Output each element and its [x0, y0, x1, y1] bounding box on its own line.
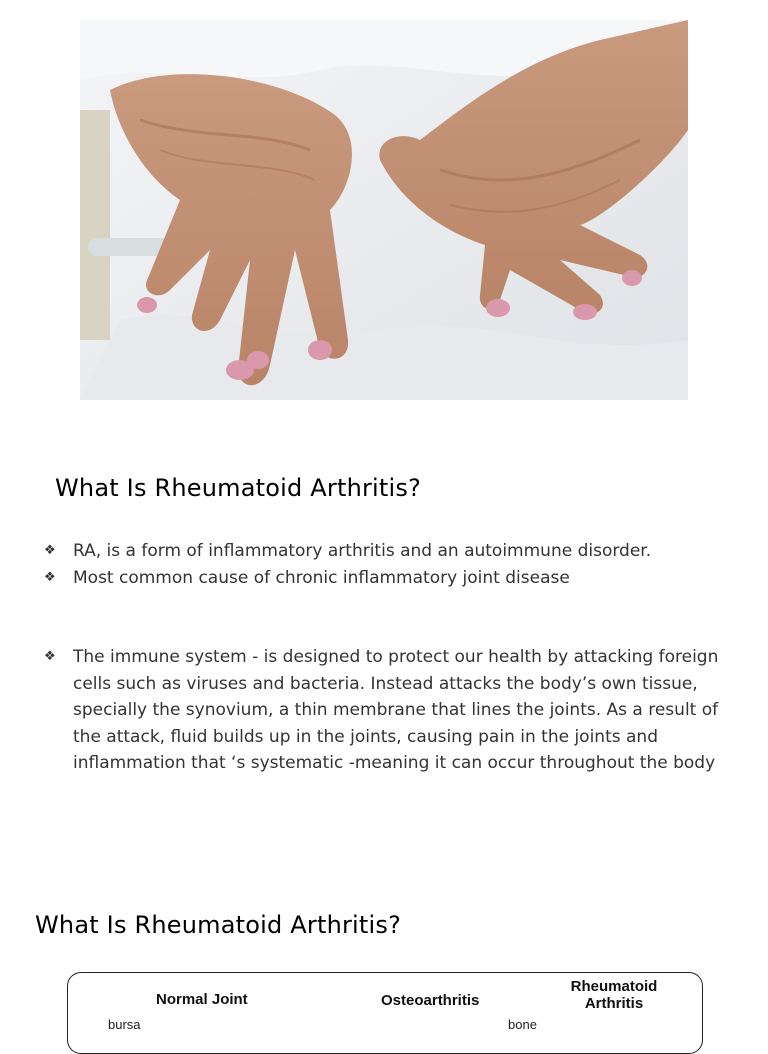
arthritic-hands-photo	[80, 20, 688, 400]
diagram-label-osteoarthritis: Osteoarthritis	[381, 992, 480, 1009]
diagram-label-normal-joint: Normal Joint	[156, 991, 248, 1008]
section-title: What Is Rheumatoid Arthritis?	[55, 474, 422, 502]
diamond-bullet-icon: ❖	[44, 543, 56, 558]
list-item	[44, 644, 744, 777]
bullet-list	[44, 538, 744, 591]
list-item	[44, 565, 744, 592]
list-item	[44, 538, 744, 565]
joint-comparison-diagram	[67, 972, 703, 1054]
diagram-label-rheumatoid-arthritis: Rheumatoid Arthritis	[570, 978, 658, 1012]
section-title: What Is Rheumatoid Arthritis?	[35, 911, 402, 939]
bullet-list	[44, 644, 744, 777]
diamond-bullet-icon: ❖	[44, 569, 56, 585]
diagram-label-bursa: bursa	[108, 1017, 141, 1032]
diamond-bullet-icon: ❖	[44, 649, 56, 664]
list-item-text: RA, is a form of inflammatory arthritis and an autoimmune disorder.	[73, 541, 652, 561]
list-item-text: The immune system - is designed to protect our health by attacking foreign cells such as viruses and bacteria. Instead attacks the body’s own tissue, specially the synovium, a thin membrane that lines the joints. As a result of the attack, fluid builds up in the joints, causing pain in the joints and inflammation that ‘s systematic -meaning it can occur throughout the body	[73, 647, 719, 773]
list-item-text: Most common cause of chronic inflammatory joint disease	[73, 567, 570, 588]
diagram-label-bone: bone	[508, 1017, 537, 1032]
